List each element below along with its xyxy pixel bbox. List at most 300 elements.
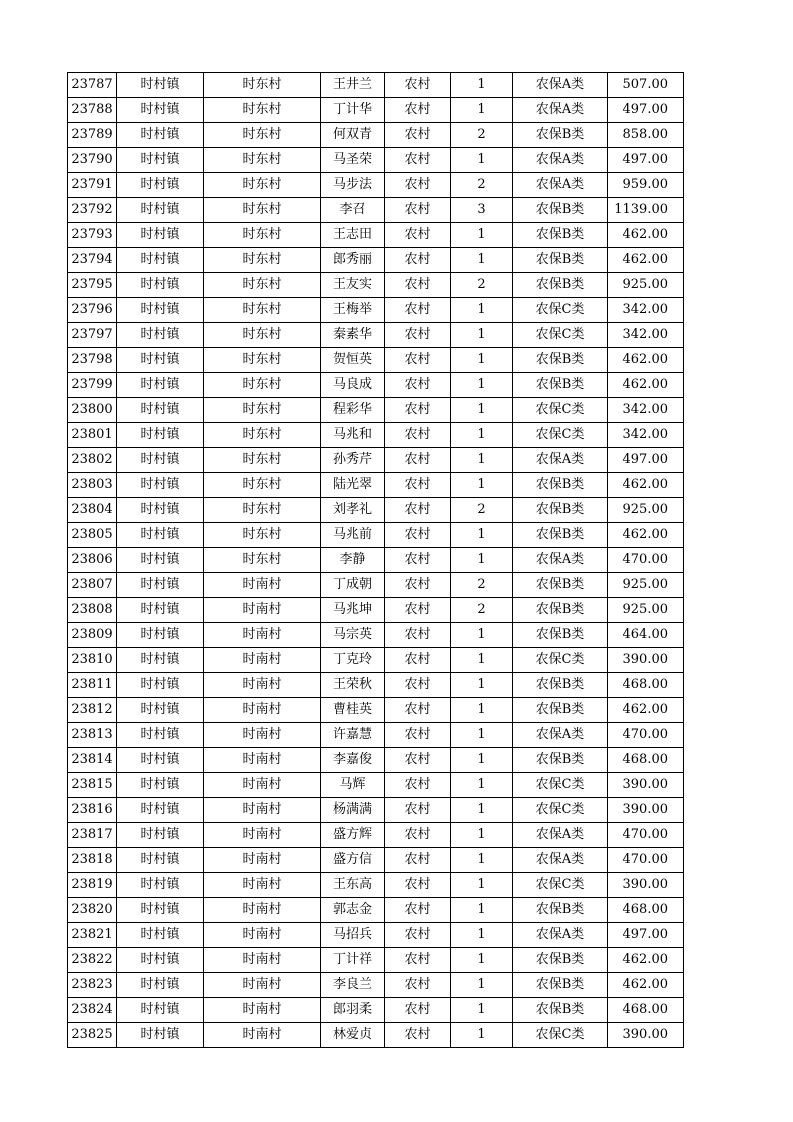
member-count-cell: 1	[451, 223, 513, 248]
village-cell: 时南村	[204, 698, 321, 723]
member-count-cell: 1	[451, 98, 513, 123]
table-row	[68, 548, 684, 573]
table-row	[68, 198, 684, 223]
amount-cell: 462.00	[608, 948, 684, 973]
household-type-cell: 农村	[385, 573, 451, 598]
member-count-cell: 2	[451, 273, 513, 298]
village-cell: 时东村	[204, 498, 321, 523]
member-count-cell: 2	[451, 598, 513, 623]
member-count-cell: 1	[451, 323, 513, 348]
amount-cell: 342.00	[608, 298, 684, 323]
insurance-class-cell: 农保B类	[513, 123, 608, 148]
household-type-cell: 农村	[385, 873, 451, 898]
household-type-cell: 农村	[385, 923, 451, 948]
table-row	[68, 298, 684, 323]
name-cell: 丁成朝	[321, 573, 385, 598]
village-cell: 时东村	[204, 423, 321, 448]
amount-cell: 462.00	[608, 223, 684, 248]
village-cell: 时东村	[204, 523, 321, 548]
name-cell: 马良成	[321, 373, 385, 398]
household-type-cell: 农村	[385, 98, 451, 123]
name-cell: 丁计华	[321, 98, 385, 123]
village-cell: 时南村	[204, 748, 321, 773]
table-row	[68, 748, 684, 773]
member-count-cell: 1	[451, 823, 513, 848]
table-row	[68, 323, 684, 348]
member-count-cell: 1	[451, 898, 513, 923]
member-count-cell: 1	[451, 648, 513, 673]
table-row	[68, 998, 684, 1023]
amount-cell: 342.00	[608, 323, 684, 348]
insurance-class-cell: 农保B类	[513, 473, 608, 498]
township-cell: 时村镇	[117, 523, 204, 548]
household-type-cell: 农村	[385, 623, 451, 648]
member-count-cell: 1	[451, 723, 513, 748]
name-cell: 丁计祥	[321, 948, 385, 973]
serial-number-cell: 23800	[68, 398, 117, 423]
amount-cell: 1139.00	[608, 198, 684, 223]
insurance-class-cell: 农保C类	[513, 873, 608, 898]
township-cell: 时村镇	[117, 123, 204, 148]
township-cell: 时村镇	[117, 398, 204, 423]
name-cell: 马招兵	[321, 923, 385, 948]
serial-number-cell: 23806	[68, 548, 117, 573]
village-cell: 时南村	[204, 898, 321, 923]
serial-number-cell: 23814	[68, 748, 117, 773]
township-cell: 时村镇	[117, 998, 204, 1023]
insurance-class-cell: 农保B类	[513, 973, 608, 998]
insurance-class-cell: 农保B类	[513, 198, 608, 223]
name-cell: 盛方辉	[321, 823, 385, 848]
township-cell: 时村镇	[117, 98, 204, 123]
serial-number-cell: 23791	[68, 173, 117, 198]
insurance-class-cell: 农保B类	[513, 598, 608, 623]
serial-number-cell: 23802	[68, 448, 117, 473]
township-cell: 时村镇	[117, 498, 204, 523]
township-cell: 时村镇	[117, 573, 204, 598]
township-cell: 时村镇	[117, 223, 204, 248]
member-count-cell: 1	[451, 398, 513, 423]
table-row	[68, 448, 684, 473]
insurance-class-cell: 农保B类	[513, 223, 608, 248]
insurance-class-cell: 农保A类	[513, 923, 608, 948]
household-type-cell: 农村	[385, 448, 451, 473]
name-cell: 马步法	[321, 173, 385, 198]
township-cell: 时村镇	[117, 748, 204, 773]
amount-cell: 497.00	[608, 148, 684, 173]
amount-cell: 462.00	[608, 248, 684, 273]
amount-cell: 497.00	[608, 448, 684, 473]
name-cell: 郎秀丽	[321, 248, 385, 273]
insurance-class-cell: 农保B类	[513, 523, 608, 548]
name-cell: 刘孝礼	[321, 498, 385, 523]
amount-cell: 390.00	[608, 648, 684, 673]
member-count-cell: 1	[451, 148, 513, 173]
table-row	[68, 223, 684, 248]
household-type-cell: 农村	[385, 498, 451, 523]
village-cell: 时南村	[204, 848, 321, 873]
township-cell: 时村镇	[117, 548, 204, 573]
household-type-cell: 农村	[385, 648, 451, 673]
village-cell: 时南村	[204, 573, 321, 598]
village-cell: 时南村	[204, 798, 321, 823]
insurance-class-cell: 农保A类	[513, 823, 608, 848]
member-count-cell: 1	[451, 998, 513, 1023]
village-cell: 时南村	[204, 948, 321, 973]
amount-cell: 462.00	[608, 973, 684, 998]
household-type-cell: 农村	[385, 298, 451, 323]
serial-number-cell: 23825	[68, 1023, 117, 1048]
amount-cell: 858.00	[608, 123, 684, 148]
insurance-class-cell: 农保C类	[513, 1023, 608, 1048]
serial-number-cell: 23819	[68, 873, 117, 898]
village-cell: 时南村	[204, 598, 321, 623]
household-type-cell: 农村	[385, 1023, 451, 1048]
name-cell: 王友实	[321, 273, 385, 298]
serial-number-cell: 23789	[68, 123, 117, 148]
member-count-cell: 1	[451, 873, 513, 898]
insurance-class-cell: 农保C类	[513, 323, 608, 348]
table-row	[68, 1023, 684, 1048]
serial-number-cell: 23818	[68, 848, 117, 873]
village-cell: 时东村	[204, 98, 321, 123]
amount-cell: 390.00	[608, 773, 684, 798]
township-cell: 时村镇	[117, 423, 204, 448]
member-count-cell: 1	[451, 973, 513, 998]
member-count-cell: 1	[451, 623, 513, 648]
member-count-cell: 1	[451, 248, 513, 273]
township-cell: 时村镇	[117, 773, 204, 798]
member-count-cell: 2	[451, 173, 513, 198]
village-cell: 时南村	[204, 1023, 321, 1048]
amount-cell: 497.00	[608, 923, 684, 948]
township-cell: 时村镇	[117, 623, 204, 648]
serial-number-cell: 23798	[68, 348, 117, 373]
amount-cell: 390.00	[608, 798, 684, 823]
amount-cell: 462.00	[608, 523, 684, 548]
insurance-class-cell: 农保A类	[513, 548, 608, 573]
member-count-cell: 1	[451, 298, 513, 323]
table-row	[68, 673, 684, 698]
amount-cell: 462.00	[608, 698, 684, 723]
serial-number-cell: 23787	[68, 73, 117, 98]
serial-number-cell: 23808	[68, 598, 117, 623]
household-type-cell: 农村	[385, 148, 451, 173]
member-count-cell: 1	[451, 1023, 513, 1048]
name-cell: 王梅举	[321, 298, 385, 323]
table-row	[68, 423, 684, 448]
village-cell: 时东村	[204, 223, 321, 248]
name-cell: 马兆坤	[321, 598, 385, 623]
amount-cell: 462.00	[608, 373, 684, 398]
member-count-cell: 1	[451, 773, 513, 798]
table-row	[68, 498, 684, 523]
serial-number-cell: 23811	[68, 673, 117, 698]
insurance-class-cell: 农保B类	[513, 948, 608, 973]
village-cell: 时东村	[204, 373, 321, 398]
member-count-cell: 2	[451, 573, 513, 598]
serial-number-cell: 23790	[68, 148, 117, 173]
serial-number-cell: 23817	[68, 823, 117, 848]
insurance-class-cell: 农保A类	[513, 448, 608, 473]
member-count-cell: 3	[451, 198, 513, 223]
amount-cell: 342.00	[608, 423, 684, 448]
serial-number-cell: 23809	[68, 623, 117, 648]
village-cell: 时东村	[204, 473, 321, 498]
township-cell: 时村镇	[117, 273, 204, 298]
township-cell: 时村镇	[117, 198, 204, 223]
township-cell: 时村镇	[117, 148, 204, 173]
township-cell: 时村镇	[117, 973, 204, 998]
village-cell: 时南村	[204, 648, 321, 673]
table-row	[68, 798, 684, 823]
insurance-class-cell: 农保B类	[513, 273, 608, 298]
serial-number-cell: 23804	[68, 498, 117, 523]
village-cell: 时南村	[204, 673, 321, 698]
table-row	[68, 598, 684, 623]
township-cell: 时村镇	[117, 248, 204, 273]
amount-cell: 470.00	[608, 723, 684, 748]
village-cell: 时南村	[204, 723, 321, 748]
serial-number-cell: 23824	[68, 998, 117, 1023]
table-row	[68, 473, 684, 498]
member-count-cell: 1	[451, 523, 513, 548]
household-type-cell: 农村	[385, 598, 451, 623]
township-cell: 时村镇	[117, 673, 204, 698]
serial-number-cell: 23795	[68, 273, 117, 298]
village-cell: 时东村	[204, 273, 321, 298]
name-cell: 何双青	[321, 123, 385, 148]
name-cell: 李良兰	[321, 973, 385, 998]
name-cell: 盛方信	[321, 848, 385, 873]
name-cell: 贺恒英	[321, 348, 385, 373]
amount-cell: 470.00	[608, 548, 684, 573]
township-cell: 时村镇	[117, 948, 204, 973]
serial-number-cell: 23793	[68, 223, 117, 248]
name-cell: 马宗英	[321, 623, 385, 648]
table-row	[68, 148, 684, 173]
township-cell: 时村镇	[117, 1023, 204, 1048]
name-cell: 程彩华	[321, 398, 385, 423]
township-cell: 时村镇	[117, 298, 204, 323]
table-row	[68, 173, 684, 198]
village-cell: 时南村	[204, 998, 321, 1023]
village-cell: 时南村	[204, 773, 321, 798]
serial-number-cell: 23815	[68, 773, 117, 798]
table-row	[68, 848, 684, 873]
insurance-class-cell: 农保B类	[513, 348, 608, 373]
household-type-cell: 农村	[385, 173, 451, 198]
name-cell: 李嘉俊	[321, 748, 385, 773]
amount-cell: 925.00	[608, 498, 684, 523]
insurance-class-cell: 农保A类	[513, 73, 608, 98]
household-type-cell: 农村	[385, 123, 451, 148]
household-type-cell: 农村	[385, 748, 451, 773]
household-type-cell: 农村	[385, 948, 451, 973]
village-cell: 时东村	[204, 173, 321, 198]
table-row	[68, 98, 684, 123]
insurance-class-cell: 农保A类	[513, 173, 608, 198]
township-cell: 时村镇	[117, 598, 204, 623]
serial-number-cell: 23792	[68, 198, 117, 223]
amount-cell: 342.00	[608, 398, 684, 423]
member-count-cell: 1	[451, 373, 513, 398]
member-count-cell: 1	[451, 948, 513, 973]
name-cell: 郎羽柔	[321, 998, 385, 1023]
serial-number-cell: 23797	[68, 323, 117, 348]
name-cell: 王井兰	[321, 73, 385, 98]
township-cell: 时村镇	[117, 798, 204, 823]
table-row	[68, 898, 684, 923]
member-count-cell: 1	[451, 423, 513, 448]
insurance-class-cell: 农保B类	[513, 698, 608, 723]
amount-cell: 925.00	[608, 273, 684, 298]
household-type-cell: 农村	[385, 73, 451, 98]
insurance-class-cell: 农保C类	[513, 398, 608, 423]
household-type-cell: 农村	[385, 423, 451, 448]
serial-number-cell: 23801	[68, 423, 117, 448]
township-cell: 时村镇	[117, 348, 204, 373]
insurance-class-cell: 农保C类	[513, 648, 608, 673]
township-cell: 时村镇	[117, 923, 204, 948]
insurance-class-cell: 农保A类	[513, 723, 608, 748]
member-count-cell: 1	[451, 73, 513, 98]
household-type-cell: 农村	[385, 348, 451, 373]
amount-cell: 470.00	[608, 823, 684, 848]
name-cell: 王东高	[321, 873, 385, 898]
household-type-cell: 农村	[385, 373, 451, 398]
village-cell: 时东村	[204, 73, 321, 98]
member-count-cell: 1	[451, 748, 513, 773]
amount-cell: 507.00	[608, 73, 684, 98]
township-cell: 时村镇	[117, 448, 204, 473]
insurance-class-cell: 农保C类	[513, 773, 608, 798]
name-cell: 王志田	[321, 223, 385, 248]
village-cell: 时东村	[204, 548, 321, 573]
insurance-class-cell: 农保C类	[513, 423, 608, 448]
table-row	[68, 348, 684, 373]
table-row	[68, 873, 684, 898]
village-cell: 时东村	[204, 148, 321, 173]
household-type-cell: 农村	[385, 473, 451, 498]
table-row	[68, 973, 684, 998]
insurance-class-cell: 农保A类	[513, 848, 608, 873]
table-row	[68, 773, 684, 798]
name-cell: 林爱贞	[321, 1023, 385, 1048]
amount-cell: 464.00	[608, 623, 684, 648]
table-row	[68, 723, 684, 748]
table-row	[68, 523, 684, 548]
household-type-cell: 农村	[385, 723, 451, 748]
table-row	[68, 573, 684, 598]
insurance-class-cell: 农保B类	[513, 373, 608, 398]
amount-cell: 390.00	[608, 873, 684, 898]
serial-number-cell: 23822	[68, 948, 117, 973]
village-cell: 时南村	[204, 973, 321, 998]
name-cell: 李静	[321, 548, 385, 573]
township-cell: 时村镇	[117, 173, 204, 198]
name-cell: 许嘉慧	[321, 723, 385, 748]
insurance-class-cell: 农保B类	[513, 573, 608, 598]
village-cell: 时东村	[204, 448, 321, 473]
amount-cell: 959.00	[608, 173, 684, 198]
serial-number-cell: 23820	[68, 898, 117, 923]
insurance-class-cell: 农保B类	[513, 623, 608, 648]
name-cell: 王荣秋	[321, 673, 385, 698]
household-type-cell: 农村	[385, 673, 451, 698]
member-count-cell: 1	[451, 798, 513, 823]
village-cell: 时东村	[204, 323, 321, 348]
table-row	[68, 123, 684, 148]
serial-number-cell: 23788	[68, 98, 117, 123]
amount-cell: 468.00	[608, 673, 684, 698]
household-type-cell: 农村	[385, 773, 451, 798]
insurance-class-cell: 农保B类	[513, 998, 608, 1023]
household-type-cell: 农村	[385, 998, 451, 1023]
serial-number-cell: 23823	[68, 973, 117, 998]
table-row	[68, 248, 684, 273]
name-cell: 马兆前	[321, 523, 385, 548]
village-cell: 时东村	[204, 348, 321, 373]
township-cell: 时村镇	[117, 73, 204, 98]
household-type-cell: 农村	[385, 823, 451, 848]
household-type-cell: 农村	[385, 248, 451, 273]
insurance-class-cell: 农保C类	[513, 298, 608, 323]
insurance-class-cell: 农保A类	[513, 148, 608, 173]
village-cell: 时南村	[204, 873, 321, 898]
village-cell: 时东村	[204, 298, 321, 323]
table-row	[68, 73, 684, 98]
name-cell: 曹桂英	[321, 698, 385, 723]
household-type-cell: 农村	[385, 798, 451, 823]
village-cell: 时东村	[204, 398, 321, 423]
serial-number-cell: 23803	[68, 473, 117, 498]
amount-cell: 468.00	[608, 898, 684, 923]
name-cell: 杨满满	[321, 798, 385, 823]
serial-number-cell: 23816	[68, 798, 117, 823]
member-count-cell: 1	[451, 473, 513, 498]
data-table	[67, 72, 684, 1048]
insurance-class-cell: 农保B类	[513, 498, 608, 523]
insurance-class-cell: 农保B类	[513, 248, 608, 273]
household-type-cell: 农村	[385, 698, 451, 723]
table-row	[68, 273, 684, 298]
amount-cell: 462.00	[608, 348, 684, 373]
serial-number-cell: 23799	[68, 373, 117, 398]
amount-cell: 468.00	[608, 998, 684, 1023]
household-type-cell: 农村	[385, 223, 451, 248]
serial-number-cell: 23794	[68, 248, 117, 273]
amount-cell: 470.00	[608, 848, 684, 873]
table-row	[68, 698, 684, 723]
table-row	[68, 623, 684, 648]
township-cell: 时村镇	[117, 323, 204, 348]
household-type-cell: 农村	[385, 973, 451, 998]
serial-number-cell: 23805	[68, 523, 117, 548]
table-row	[68, 923, 684, 948]
table-row	[68, 948, 684, 973]
member-count-cell: 1	[451, 673, 513, 698]
member-count-cell: 1	[451, 848, 513, 873]
village-cell: 时东村	[204, 123, 321, 148]
name-cell: 马辉	[321, 773, 385, 798]
amount-cell: 390.00	[608, 1023, 684, 1048]
name-cell: 丁克玲	[321, 648, 385, 673]
member-count-cell: 1	[451, 548, 513, 573]
name-cell: 马圣荣	[321, 148, 385, 173]
village-cell: 时南村	[204, 923, 321, 948]
serial-number-cell: 23796	[68, 298, 117, 323]
